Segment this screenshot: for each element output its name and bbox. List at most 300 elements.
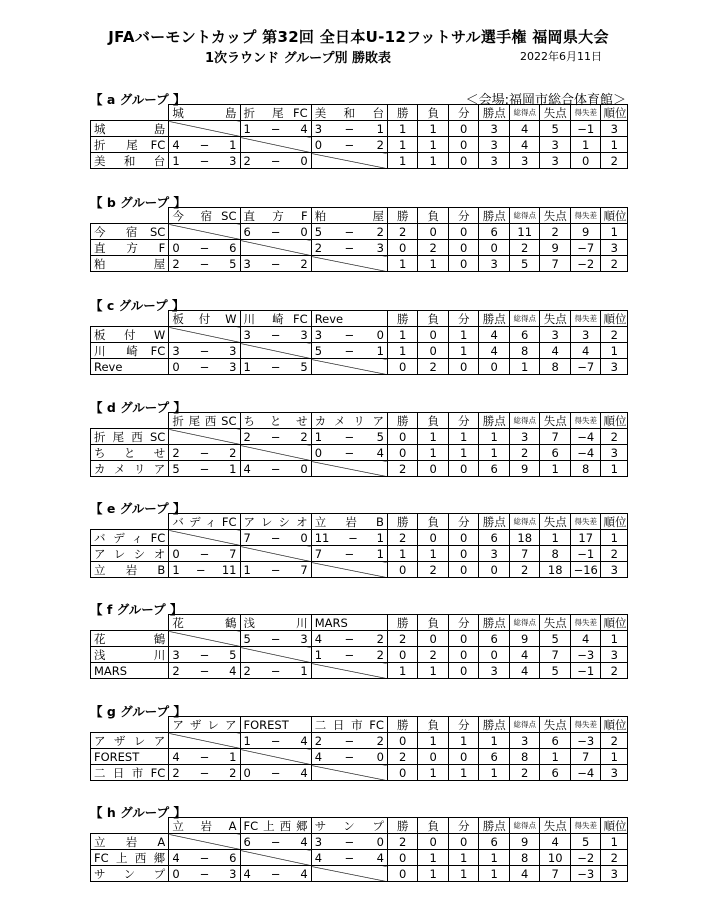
goals-against: 0 [376, 834, 384, 849]
team-name: 折尾西SC [91, 429, 169, 445]
score-dash: − [270, 631, 281, 646]
opponent-header: 折尾西SC [169, 413, 240, 429]
stat-cell: 5 [540, 663, 571, 679]
stat-cell: 1 [448, 733, 479, 749]
stat-cell: −1 [570, 663, 601, 679]
stat-cell: 0 [448, 153, 479, 169]
goals-for: 3 [314, 834, 323, 849]
column-header-ga: 失点 [540, 717, 571, 733]
stat-cell: 1 [418, 663, 449, 679]
stat-cell: 0 [448, 224, 479, 240]
stat-cell: 7 [540, 647, 571, 663]
stat-cell: 6 [509, 327, 540, 343]
goals-for: 2 [243, 429, 251, 444]
goals-against: 5 [300, 359, 308, 374]
column-header-points: 勝点 [479, 105, 510, 121]
goals-against: 5 [229, 647, 237, 662]
stat-cell: 0 [448, 647, 479, 663]
stat-cell: 1 [418, 866, 449, 882]
stat-cell: 2 [601, 733, 628, 749]
stat-cell: 8 [540, 546, 571, 562]
goals-for: 2 [172, 256, 180, 271]
group-header [90, 193, 630, 210]
stat-cell: 1 [418, 137, 449, 153]
score-dash: − [344, 834, 355, 849]
score-dash: − [270, 153, 281, 168]
stat-cell: 8 [509, 749, 540, 765]
stat-cell: −2 [570, 256, 601, 272]
group-block [90, 499, 630, 578]
opponent-header: 折 尾 FC [240, 105, 311, 121]
stat-cell: −16 [570, 562, 601, 578]
stat-cell: 0 [418, 224, 449, 240]
stat-cell: 1 [387, 546, 418, 562]
stat-cell: 10 [540, 850, 571, 866]
goals-for: 1 [172, 153, 180, 168]
match-score [240, 153, 311, 169]
stat-cell: 0 [448, 461, 479, 477]
group-block [90, 803, 630, 882]
column-header-ga: 失点 [540, 311, 571, 327]
stat-cell: 3 [540, 137, 571, 153]
column-header-loss: 負 [418, 615, 449, 631]
stat-cell: 3 [509, 733, 540, 749]
team-name: 直 方 F [91, 240, 169, 256]
goals-for: 3 [243, 327, 251, 342]
stat-cell: 2 [601, 546, 628, 562]
column-header-rank: 順位 [601, 208, 628, 224]
column-header-draw: 分 [448, 514, 479, 530]
stat-cell: 1 [418, 153, 449, 169]
goals-against: 7 [229, 546, 237, 561]
stat-cell: 8 [509, 850, 540, 866]
self-match-cell [240, 546, 311, 562]
stat-cell: 0 [448, 546, 479, 562]
team-name: ち と せ [91, 445, 169, 461]
stat-cell: 3 [601, 866, 628, 882]
opponent-header: 立 岩 A [169, 818, 240, 834]
match-score [240, 359, 311, 375]
stat-cell: 4 [570, 631, 601, 647]
group-header [90, 296, 630, 313]
team-name: 美 和 台 [91, 153, 169, 169]
group-block [90, 90, 630, 169]
match-score [311, 546, 387, 562]
stat-cell: 0 [387, 866, 418, 882]
score-dash: − [199, 546, 210, 561]
score-dash: − [270, 121, 281, 136]
match-score [169, 647, 240, 663]
group-block [90, 702, 630, 781]
column-header-rank: 順位 [601, 311, 628, 327]
score-dash: − [199, 153, 210, 168]
stat-cell: 2 [387, 834, 418, 850]
goals-for: 4 [314, 850, 323, 865]
self-match-cell [169, 121, 240, 137]
stat-cell: 1 [448, 327, 479, 343]
stat-cell: −1 [570, 546, 601, 562]
match-score [311, 850, 387, 866]
stat-cell: 1 [601, 834, 628, 850]
score-dash: − [199, 663, 210, 678]
self-match-cell [240, 137, 311, 153]
match-score [169, 850, 240, 866]
stat-cell: 3 [601, 647, 628, 663]
stat-cell: 0 [448, 240, 479, 256]
goals-against: 2 [229, 765, 237, 780]
stat-cell: 8 [570, 461, 601, 477]
stat-cell: 0 [387, 850, 418, 866]
match-score [240, 866, 311, 882]
table-row [91, 121, 628, 137]
goals-against: 2 [376, 733, 384, 748]
team-name: 折 尾 FC [91, 137, 169, 153]
goals-against: 4 [300, 834, 308, 849]
stat-cell: −4 [570, 429, 601, 445]
stat-cell: 3 [479, 256, 510, 272]
table-row [91, 137, 628, 153]
self-match-cell [240, 749, 311, 765]
group-header [90, 499, 630, 516]
column-header-loss: 負 [418, 311, 449, 327]
group-header [90, 600, 630, 617]
column-header-points: 勝点 [479, 615, 510, 631]
score-dash: − [344, 240, 355, 255]
goals-against: 0 [376, 327, 384, 342]
self-match-cell [311, 866, 387, 882]
match-score [169, 546, 240, 562]
group-header [90, 803, 630, 820]
self-match-cell [240, 850, 311, 866]
goals-against: 4 [300, 765, 308, 780]
stat-cell: 0 [418, 327, 449, 343]
goals-for: 1 [314, 429, 323, 444]
score-dash: − [344, 121, 355, 136]
stat-cell: 3 [540, 153, 571, 169]
stat-cell: 1 [540, 749, 571, 765]
score-dash: − [199, 137, 210, 152]
stat-cell: 0 [448, 359, 479, 375]
opponent-header: アザレア [169, 717, 240, 733]
stat-cell: 3 [601, 121, 628, 137]
goals-against: 3 [300, 631, 308, 646]
group-block [90, 398, 630, 477]
self-match-cell [311, 256, 387, 272]
stat-cell: 0 [448, 749, 479, 765]
column-header-points: 勝点 [479, 208, 510, 224]
opponent-header: 板 付 W [169, 311, 240, 327]
goals-for: 0 [314, 445, 323, 460]
goals-for: 2 [243, 663, 251, 678]
match-score [240, 121, 311, 137]
stat-cell: 7 [540, 256, 571, 272]
match-score [240, 224, 311, 240]
match-score [169, 343, 240, 359]
stat-cell: 1 [601, 224, 628, 240]
team-name: 粕 屋 [91, 256, 169, 272]
stat-cell: 2 [601, 256, 628, 272]
stat-cell: 2 [418, 562, 449, 578]
stat-cell: 3 [601, 765, 628, 781]
column-header-loss: 負 [418, 514, 449, 530]
stat-cell: −1 [570, 121, 601, 137]
stat-cell: 2 [601, 663, 628, 679]
match-score [240, 663, 311, 679]
team-name: 川 崎 FC [91, 343, 169, 359]
score-dash: − [199, 461, 210, 476]
stat-cell: 1 [387, 663, 418, 679]
table-row [91, 631, 628, 647]
stat-cell: 0 [570, 153, 601, 169]
match-score [169, 445, 240, 461]
column-header-gf: 総得点 [509, 413, 540, 429]
column-header-win: 勝 [387, 311, 418, 327]
score-dash: − [344, 546, 355, 561]
table-row [91, 663, 628, 679]
goals-against: 3 [229, 866, 237, 881]
match-score [169, 765, 240, 781]
group-name: 【 d グループ 】 [90, 400, 187, 415]
match-score [169, 663, 240, 679]
column-header-win: 勝 [387, 208, 418, 224]
stat-cell: 2 [418, 240, 449, 256]
opponent-header: バディFC [169, 514, 240, 530]
stat-cell: 9 [509, 461, 540, 477]
stat-cell: 2 [601, 327, 628, 343]
goals-for: 2 [172, 445, 180, 460]
stat-cell: 1 [448, 343, 479, 359]
score-dash: − [199, 445, 210, 460]
column-header-gf: 総得点 [509, 311, 540, 327]
stat-cell: 1 [418, 256, 449, 272]
match-score [240, 733, 311, 749]
goals-for: 7 [243, 530, 251, 545]
team-name: 浅 川 [91, 647, 169, 663]
stat-cell: 2 [387, 461, 418, 477]
stat-cell: 6 [540, 445, 571, 461]
column-header-loss: 負 [418, 413, 449, 429]
stat-cell: 0 [479, 647, 510, 663]
team-name: 今 宿 SC [91, 224, 169, 240]
stat-cell: 1 [448, 850, 479, 866]
stat-cell: 1 [387, 121, 418, 137]
match-score [311, 530, 387, 546]
goals-for: 0 [172, 240, 180, 255]
opponent-header: 直 方 F [240, 208, 311, 224]
table-row [91, 256, 628, 272]
stat-cell: −7 [570, 240, 601, 256]
stat-cell: 1 [418, 765, 449, 781]
goals-for: 0 [172, 866, 180, 881]
stat-cell: 1 [418, 121, 449, 137]
goals-against: 0 [300, 530, 308, 545]
stat-cell: 0 [387, 429, 418, 445]
team-name: カメリア [91, 461, 169, 477]
stat-cell: 3 [479, 546, 510, 562]
page-date: 2022年6月11日 [520, 50, 602, 63]
goals-against: 1 [376, 530, 384, 545]
column-header-ga: 失点 [540, 208, 571, 224]
stat-cell: 0 [387, 562, 418, 578]
stat-cell: 3 [479, 663, 510, 679]
stat-cell: 4 [540, 343, 571, 359]
group-header [90, 702, 630, 719]
opponent-header: 粕 屋 [311, 208, 387, 224]
column-header-points: 勝点 [479, 514, 510, 530]
table-row [91, 749, 628, 765]
column-header-gd: 得失差 [570, 311, 601, 327]
column-header-rank: 順位 [601, 818, 628, 834]
stat-cell: 0 [479, 359, 510, 375]
stat-cell: 0 [418, 834, 449, 850]
stat-cell: 1 [387, 256, 418, 272]
stat-cell: 5 [540, 631, 571, 647]
column-header-ga: 失点 [540, 818, 571, 834]
goals-against: 11 [221, 562, 237, 577]
team-name: アレシオ [91, 546, 169, 562]
opponent-header: FOREST [240, 717, 311, 733]
self-match-cell [311, 663, 387, 679]
stat-cell: 2 [601, 850, 628, 866]
score-dash: − [270, 834, 281, 849]
column-header-points: 勝点 [479, 311, 510, 327]
stat-cell: 1 [479, 733, 510, 749]
opponent-header: 浅 川 [240, 615, 311, 631]
goals-against: 0 [376, 749, 384, 764]
table-row [91, 445, 628, 461]
goals-for: 4 [172, 749, 180, 764]
stat-cell: 2 [387, 631, 418, 647]
goals-for: 1 [243, 121, 251, 136]
stat-cell: 1 [479, 429, 510, 445]
goals-against: 4 [376, 445, 384, 460]
match-score [240, 429, 311, 445]
goals-against: 4 [376, 850, 384, 865]
score-dash: − [270, 765, 281, 780]
stat-cell: 2 [509, 445, 540, 461]
score-dash: − [344, 137, 355, 152]
opponent-header: 美 和 台 [311, 105, 387, 121]
stat-cell: 3 [601, 562, 628, 578]
score-dash: − [344, 850, 355, 865]
match-score [169, 461, 240, 477]
opponent-header: 二日市FC [311, 717, 387, 733]
column-header-points: 勝点 [479, 818, 510, 834]
score-dash: − [344, 733, 355, 748]
team-name: Reve [91, 359, 169, 375]
stat-cell: 3 [540, 327, 571, 343]
goals-for: 0 [172, 546, 180, 561]
match-score [169, 240, 240, 256]
stat-cell: −3 [570, 647, 601, 663]
goals-against: 2 [300, 256, 308, 271]
stat-cell: −4 [570, 765, 601, 781]
score-dash: − [199, 256, 210, 271]
match-score [311, 733, 387, 749]
self-match-cell [169, 834, 240, 850]
opponent-header: ち と せ [240, 413, 311, 429]
table-row [91, 327, 628, 343]
score-dash: − [270, 256, 281, 271]
column-header-loss: 負 [418, 105, 449, 121]
goals-against: 4 [300, 733, 308, 748]
stat-cell: 0 [448, 137, 479, 153]
stat-cell: 1 [418, 733, 449, 749]
table-row [91, 850, 628, 866]
opponent-header: 立 岩 B [311, 514, 387, 530]
opponent-header: MARS [311, 615, 387, 631]
score-dash: − [270, 733, 281, 748]
stat-cell: −3 [570, 733, 601, 749]
match-score [169, 153, 240, 169]
stat-cell: 5 [570, 834, 601, 850]
goals-against: 4 [300, 866, 308, 881]
column-header-gf: 総得点 [509, 818, 540, 834]
table-row [91, 429, 628, 445]
team-name: 板 付 W [91, 327, 169, 343]
column-header-win: 勝 [387, 105, 418, 121]
table-row [91, 866, 628, 882]
goals-against: 1 [229, 137, 237, 152]
stat-cell: 9 [540, 240, 571, 256]
team-name: FOREST [91, 749, 169, 765]
column-header-rank: 順位 [601, 615, 628, 631]
stat-cell: −7 [570, 359, 601, 375]
stat-cell: 7 [570, 749, 601, 765]
stat-cell: 1 [540, 530, 571, 546]
column-header-ga: 失点 [540, 514, 571, 530]
goals-for: 1 [172, 562, 180, 577]
stat-cell: 2 [418, 647, 449, 663]
stat-cell: 4 [509, 137, 540, 153]
goals-against: 1 [376, 546, 384, 561]
column-header-gd: 得失差 [570, 615, 601, 631]
column-header-draw: 分 [448, 818, 479, 834]
goals-for: 2 [314, 733, 323, 748]
score-dash: − [199, 749, 210, 764]
group-name: 【 f グループ 】 [90, 602, 183, 617]
score-dash: − [270, 663, 281, 678]
stat-cell: 3 [479, 121, 510, 137]
stat-cell: 3 [601, 240, 628, 256]
goals-against: 2 [300, 429, 308, 444]
table-row [91, 530, 628, 546]
score-dash: − [344, 429, 355, 444]
stat-cell: 1 [540, 461, 571, 477]
score-dash: − [270, 562, 281, 577]
stat-cell: 0 [479, 240, 510, 256]
match-score [240, 562, 311, 578]
goals-for: 4 [172, 850, 180, 865]
score-dash: − [344, 327, 355, 342]
goals-for: 4 [314, 631, 323, 646]
stat-cell: 7 [540, 866, 571, 882]
column-header-gf: 総得点 [509, 105, 540, 121]
opponent-header: Reve [311, 311, 387, 327]
self-match-cell [169, 530, 240, 546]
opponent-header: 花 鶴 [169, 615, 240, 631]
stat-cell: 4 [479, 343, 510, 359]
table-row [91, 343, 628, 359]
stat-cell: 9 [509, 631, 540, 647]
goals-for: 4 [243, 866, 251, 881]
match-score [240, 327, 311, 343]
column-header-draw: 分 [448, 615, 479, 631]
table-row [91, 647, 628, 663]
stat-cell: 4 [570, 343, 601, 359]
group-block [90, 193, 630, 272]
table-row [91, 562, 628, 578]
